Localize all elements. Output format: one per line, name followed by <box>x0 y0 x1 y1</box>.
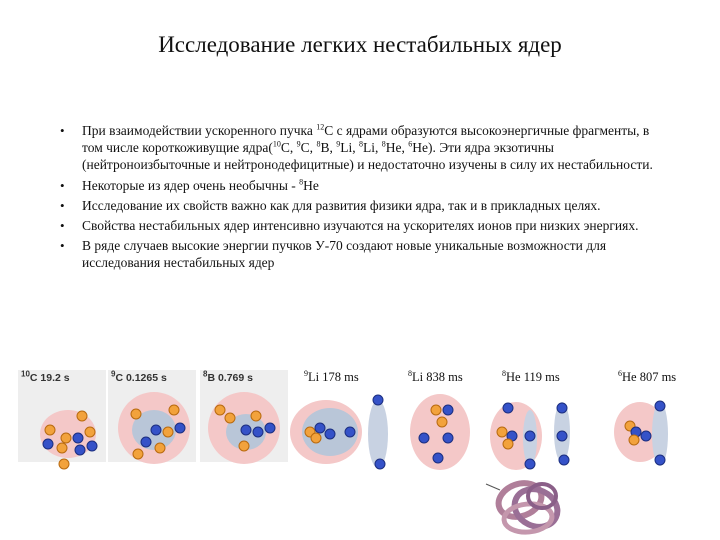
nucleus-c9-diagram <box>108 370 196 462</box>
bullet-marker: • <box>60 218 65 234</box>
nucleus-panel-c9 <box>108 370 196 462</box>
bullet-marker: • <box>60 238 65 254</box>
panel-label: $^9$C 0.1265 s <box>111 369 167 384</box>
nucleus-he8-diagram <box>488 392 580 472</box>
nucleus-b8-diagram <box>200 370 288 462</box>
bullet-marker: • <box>60 197 65 213</box>
nucleus-panel-c10 <box>18 370 106 462</box>
caption-li8: $^8$Li 838 ms <box>408 368 463 384</box>
bullet-marker: • <box>60 123 65 138</box>
nucleus-li9-diagram <box>290 388 400 468</box>
nucleus-li8-diagram <box>408 388 478 472</box>
nucleus-he6-diagram <box>612 390 692 470</box>
panel-label: $^8$B 0.769 s <box>203 369 253 384</box>
bullet-list <box>60 122 670 275</box>
panel-label: $^{10}$C 19.2 s <box>21 369 70 384</box>
caption-he8: $^8$He 119 ms <box>502 368 560 384</box>
slide-title: Исследование легких нестабильных ядер <box>158 32 562 57</box>
caption-he6: $^6$He 807 ms <box>618 368 677 384</box>
bullet-marker: • <box>60 177 65 193</box>
nucleus-c10-diagram <box>18 370 106 462</box>
bullet-item-1: • При взаимодействии ускоренного пучка $^{12}$С с ядрами образуются высокоэнергичные фрагменты, в том числе короткоживущие ядра($^{10}$С, $^9$С, $^8$В, $^9$Li, $^8$Li, $^8$He, $^6$He). Эти ядра экзотичны (нейтроноизбыточные и нейтронодефицитные) и недостаточно изучены в силу их нестабильности. <box>60 122 653 173</box>
caption-li9: $^9$Li 178 ms <box>304 368 359 384</box>
bullet-item-2: • Некоторые из ядер очень необычны - $^8$He <box>60 177 319 193</box>
halo-knot-illustration <box>486 470 568 538</box>
bullet-item-4: • Свойства нестабильных ядер интенсивно изучаются на ускорителях ионов при низких энергиях. <box>60 218 639 234</box>
bullet-item-5: • В ряде случаев высокие энергии пучков У-70 создают новые уникальные возможности для исследования нестабильных ядер <box>60 238 607 271</box>
bullet-item-3: • Исследование их свойств важно как для развития физики ядра, так и в прикладных целях. <box>60 197 601 213</box>
nucleus-panel-b8 <box>200 370 288 462</box>
